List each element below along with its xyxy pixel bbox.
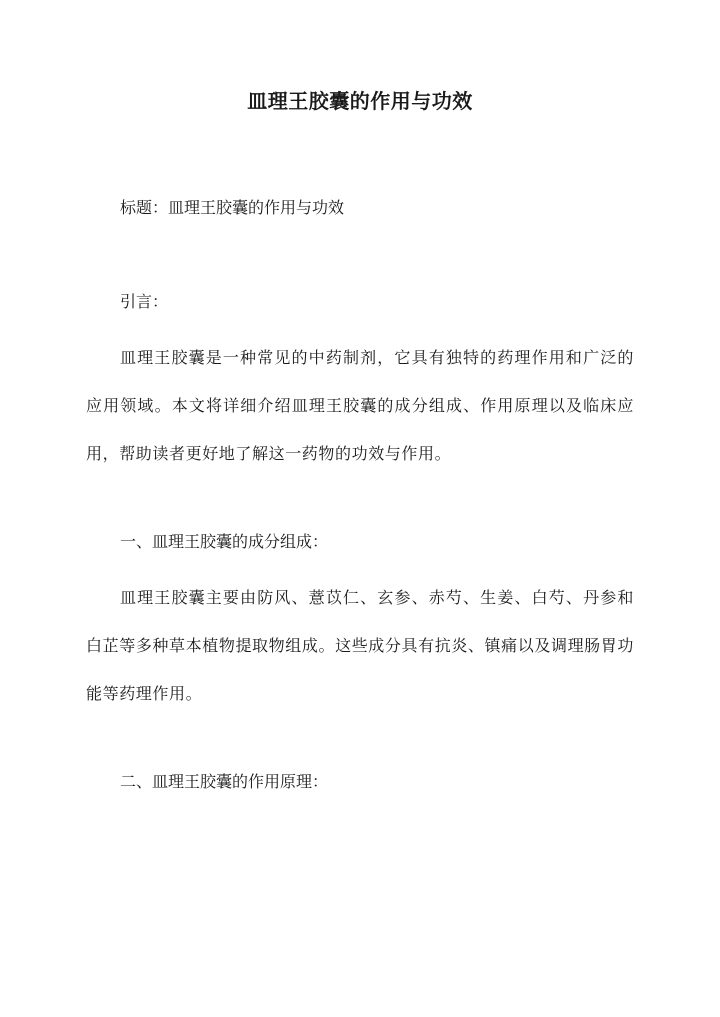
section-1-paragraph: 皿理王胶囊主要由防风、薏苡仁、玄参、赤芍、生姜、白芍、丹参和白芷等多种草本植物提取物组成。这些成分具有抗炎、镇痛以及调理肠胃功能等药理作用。 — [86, 588, 634, 703]
intro-heading: 引言： — [120, 292, 169, 311]
intro-paragraph: 皿理王胶囊是一种常见的中药制剂，它具有独特的药理作用和广泛的应用领域。本文将详细介绍皿理王胶囊的成分组成、作用原理以及临床应用，帮助读者更好地了解这一药物的功效与作用。 — [86, 348, 634, 463]
subtitle-line: 标题：皿理王胶囊的作用与功效 — [120, 198, 345, 217]
section-2-heading: 二、皿理王胶囊的作用原理： — [120, 772, 329, 791]
section-1-heading: 一、皿理王胶囊的成分组成： — [120, 532, 329, 551]
document-title: 皿理王胶囊的作用与功效 — [247, 89, 473, 113]
